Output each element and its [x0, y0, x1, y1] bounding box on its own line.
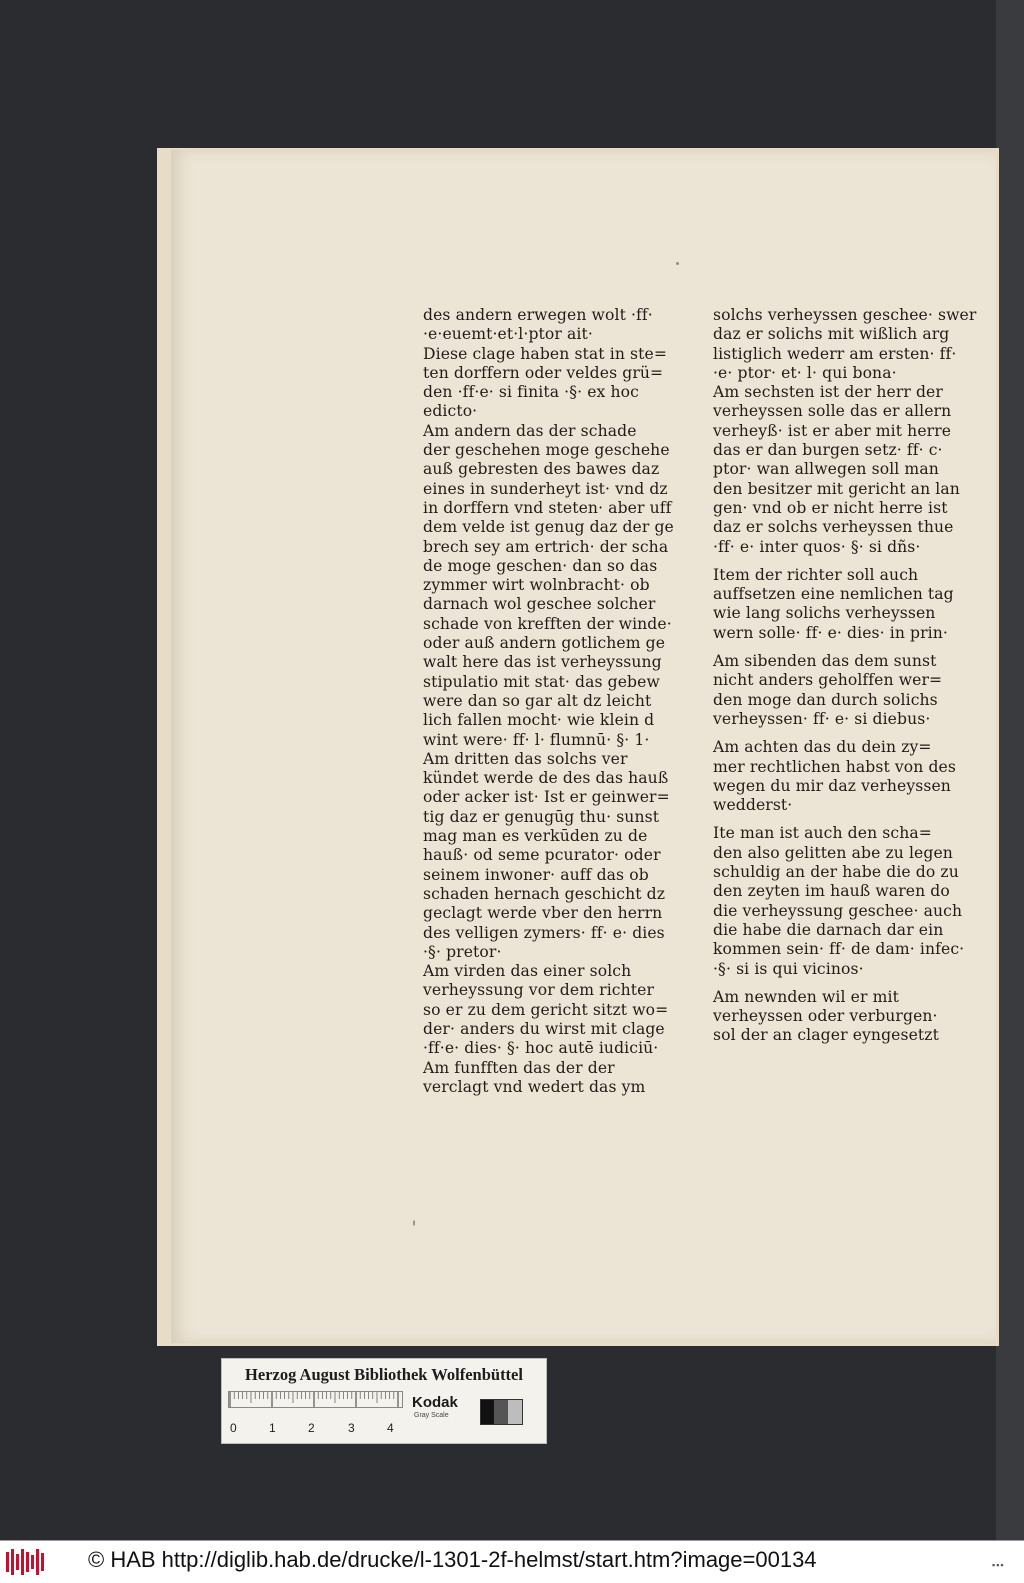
- text-line: die verheyssung geschee· auch: [713, 901, 963, 920]
- text-line: Ite man ist auch den scha=: [713, 824, 932, 843]
- text-line: dem velde ist genug daz der ge: [423, 518, 674, 537]
- text-line: der geschehen moge geschehe: [423, 441, 670, 460]
- text-line: ·§· pretor·: [423, 942, 502, 961]
- text-line: ·e· ptor· et· l· qui bona·: [713, 363, 897, 382]
- text-line: walt here das ist verheyssung: [423, 653, 662, 672]
- text-line: verheyssen· ff· e· si diebus·: [713, 709, 931, 728]
- text-column-right: [713, 306, 977, 1046]
- text-line: solchs verheyssen geschee· swer: [713, 306, 977, 324]
- paragraph-gap: [713, 729, 958, 738]
- text-line: auffsetzen eine nemlichen tag: [713, 585, 954, 604]
- text-line: verheyß· ist er aber mit herre: [713, 421, 952, 440]
- more-options-icon[interactable]: ▪▪▪: [992, 1560, 1005, 1570]
- text-line: das er dan burgen setz· ff· c·: [713, 441, 943, 460]
- paper-spot: [413, 1220, 415, 1226]
- footer-bar: [0, 1540, 1024, 1583]
- text-line: der· anders du wirst mit clage: [423, 1019, 665, 1038]
- source-link[interactable]: © HAB http://diglib.hab.de/drucke/l-1301-2f-helmst/start.htm?image=00134: [88, 1547, 817, 1572]
- text-line: eines in sunderheyt ist· vnd dz: [423, 479, 668, 498]
- text-line: oder auß andern gotlichem ge: [423, 634, 666, 653]
- ruler-number: 3: [348, 1421, 355, 1435]
- text-line: darnach wol geschee solcher: [423, 595, 656, 614]
- text-line: den moge dan durch solichs: [713, 690, 938, 709]
- text-line: stipulatio mit stat· das gebew: [423, 672, 660, 691]
- text-line: were dan so gar alt dz leicht: [423, 691, 652, 710]
- institution-name: Herzog August Bibliothek Wolfenbüttel: [245, 1365, 523, 1384]
- text-line: edicto·: [423, 402, 478, 421]
- text-line: zymmer wirt wolnbracht· ob: [423, 576, 650, 595]
- book-page: [171, 150, 996, 1343]
- text-line: Am andern das der schade: [423, 421, 637, 440]
- text-line: Am newnden wil er mit: [713, 987, 899, 1006]
- text-line: ·§· si is qui vicinos·: [713, 959, 864, 978]
- kodak-logo: Kodak: [412, 1394, 458, 1411]
- kodak-subtitle: Gray Scale: [414, 1412, 449, 1419]
- gray-scale-patches: [480, 1399, 524, 1425]
- text-line: Item der richter soll auch: [713, 565, 919, 584]
- book-spine-edge: [996, 0, 1024, 1540]
- text-line: mag man es verkūden zu de: [423, 827, 648, 846]
- text-line: den ·ff·e· si finita ·§· ex hoc: [423, 383, 639, 402]
- paragraph-gap: [713, 815, 958, 824]
- text-line: wedderst·: [713, 796, 793, 815]
- text-line: lich fallen mocht· wie klein d: [423, 711, 655, 730]
- text-line: Am dritten das solchs ver: [423, 749, 628, 768]
- paragraph-gap: [713, 979, 958, 988]
- text-line: verheyssen solle das er allern: [713, 402, 952, 421]
- text-line: kommen sein· ff· de dam· infec·: [713, 940, 965, 959]
- text-line: Diese clage haben stat in ste=: [423, 344, 667, 363]
- color-scale-card: [221, 1358, 547, 1444]
- text-line: ptor· wan allwegen soll man: [713, 460, 939, 479]
- text-line: ·e·euemt·et·l·ptor ait·: [423, 325, 593, 344]
- text-column-left: [423, 306, 674, 1097]
- text-line: listiglich wederr am ersten· ff·: [713, 344, 957, 363]
- text-line: die habe die darnach dar ein: [713, 920, 944, 939]
- text-line: den also gelitten abe zu legen: [713, 843, 953, 862]
- text-line: seinem inwoner· auff das ob: [423, 865, 649, 884]
- text-line: Am sechsten ist der herr der: [713, 383, 943, 402]
- text-line: kündet werde de des das hauß: [423, 769, 669, 788]
- text-line: ·ff· e· inter quos· §· si dñs·: [713, 537, 921, 556]
- ruler-frame: [229, 1392, 403, 1408]
- text-line: wegen du mir daz verheyssen: [713, 776, 951, 795]
- text-line: auß gebresten des bawes daz: [423, 460, 660, 479]
- text-line: den besitzer mit gericht an lan: [713, 479, 960, 498]
- text-line: schuldig an der habe die do zu: [713, 863, 959, 882]
- text-line: tig daz er genugūg thu· sunst: [423, 807, 660, 826]
- paragraph-gap: [713, 557, 958, 566]
- text-line: ·ff·e· dies· §· hoc autē iudiciū·: [423, 1039, 659, 1058]
- text-line: geclagt werde vber den herrn: [423, 904, 663, 923]
- text-line: in dorffern vnd steten· aber uff: [423, 498, 672, 517]
- text-line: Am sibenden das dem sunst: [713, 652, 937, 671]
- text-line: brech sey am ertrich· der scha: [423, 537, 669, 556]
- text-line: Am funfften das der der: [423, 1058, 615, 1077]
- text-line: de moge geschen· dan so das: [423, 556, 658, 575]
- text-line: ten dorffern oder veldes grü=: [423, 363, 664, 382]
- paper-spot: [676, 262, 679, 265]
- text-line: mer rechtlichen habst von des: [713, 757, 956, 776]
- text-line: oder acker ist· Ist er geinwer=: [423, 788, 670, 807]
- text-line: Am achten das du dein zy=: [713, 738, 932, 757]
- text-line: verclagt vnd wedert das ym: [423, 1077, 646, 1096]
- text-line: wint were· ff· l· flumnū· §· 1·: [423, 730, 650, 749]
- text-line: des velligen zymers· ff· e· dies: [423, 923, 665, 942]
- text-line: gen· vnd ob er nicht herre ist: [713, 498, 948, 517]
- ruler-number: 2: [308, 1421, 315, 1435]
- text-line: daz er solichs mit wißlich arg: [713, 325, 950, 344]
- text-line: verheyssen oder verburgen·: [713, 1007, 938, 1026]
- hab-logo-icon: [6, 1549, 48, 1575]
- text-line: daz er solchs verheyssen thue: [713, 518, 954, 537]
- text-line: sol der an clager eyngesetzt: [713, 1026, 939, 1045]
- paragraph-gap: [713, 643, 958, 652]
- text-line: Am virden das einer solch: [423, 962, 632, 981]
- ruler-number: 4: [387, 1421, 394, 1435]
- text-line: hauß· od seme pcurator· oder: [423, 846, 661, 865]
- text-line: nicht anders geholffen wer=: [713, 671, 943, 690]
- text-line: den zeyten im hauß waren do: [713, 882, 950, 901]
- text-line: des andern erwegen wolt ·ff·: [423, 306, 653, 324]
- text-line: wern solle· ff· e· dies· in prin·: [713, 623, 948, 642]
- ruler-number: 0: [230, 1421, 237, 1435]
- text-line: schade von krefften der winde·: [423, 614, 672, 633]
- text-line: so er zu dem gericht sitzt wo=: [423, 1000, 669, 1019]
- ruler-number: 1: [269, 1421, 276, 1435]
- text-line: schaden hernach geschicht dz: [423, 884, 666, 903]
- ruler-scale: [228, 1391, 404, 1421]
- text-line: wie lang solichs verheyssen: [713, 604, 936, 623]
- text-line: verheyssung vor dem richter: [423, 981, 655, 1000]
